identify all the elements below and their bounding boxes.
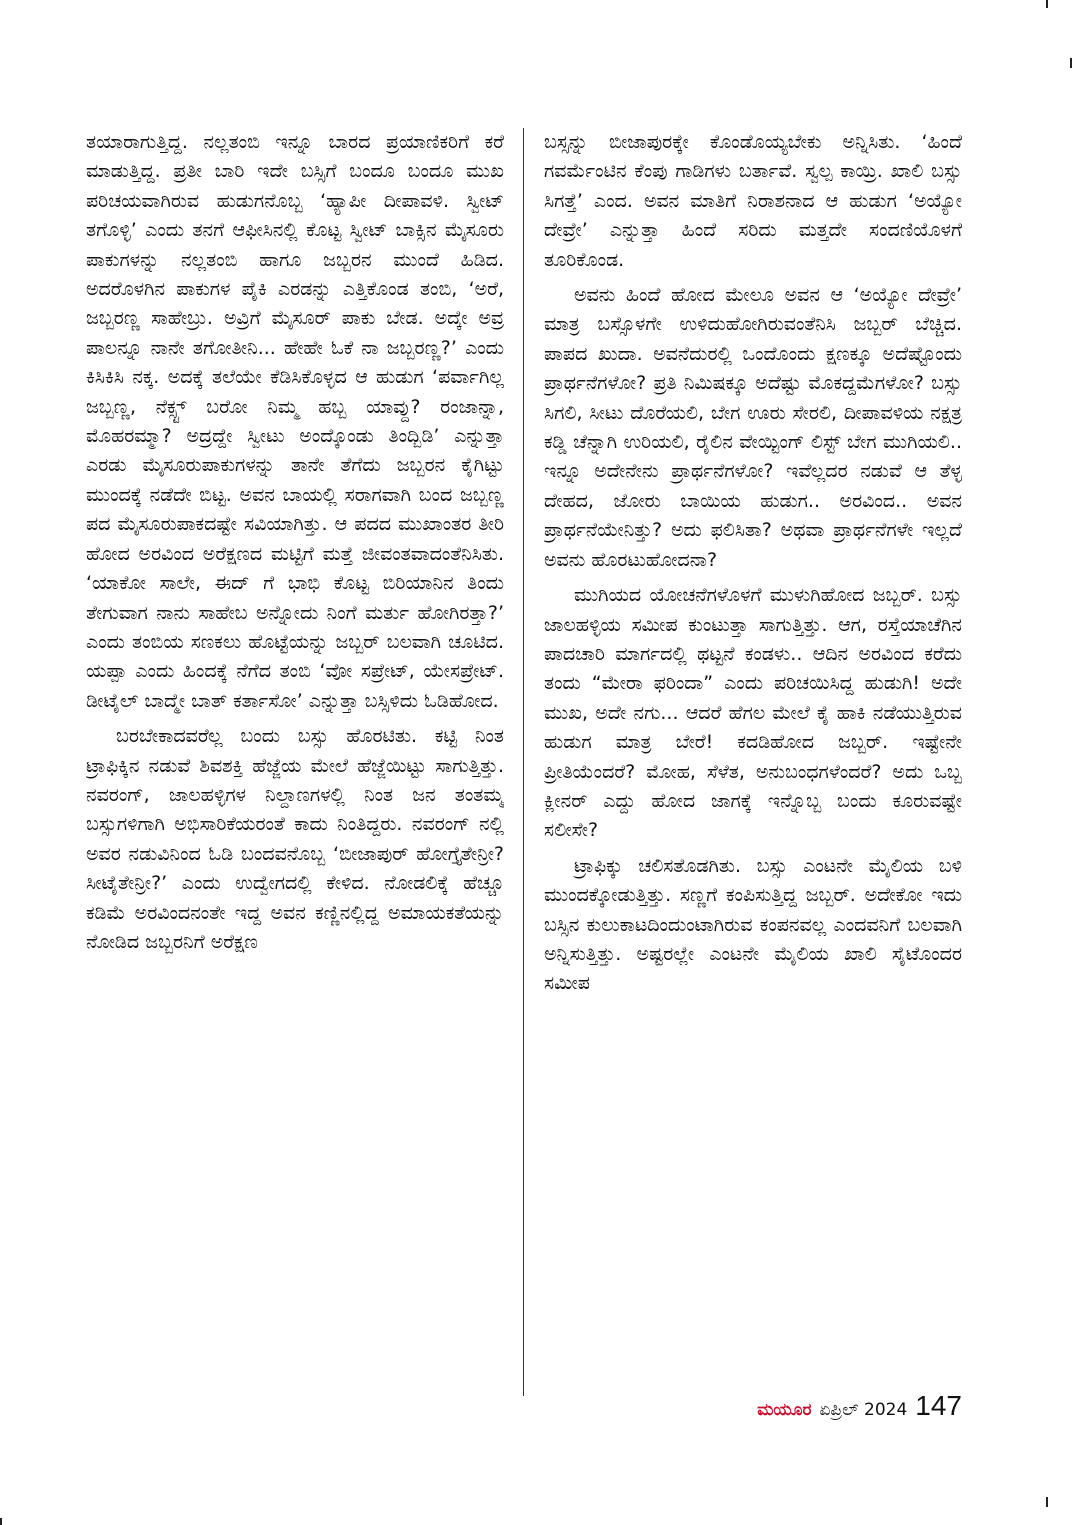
paragraph: ಅವನು ಹಿಂದೆ ಹೋದ ಮೇಲೂ ಅವನ ಆ ‘ಅಯ್ಯೋ ದೇವ್ರೇ’ ಮಾತ್ರ ಬಸ್ಸೊಳಗೇ ಉಳಿದುಹೋಗಿರುವಂತೆನಿಸಿ ಜಬ್ಬರ್ ಬೆಚ್ಚಿದ. ಪಾಪದ ಖುದಾ. ಅವನೆದುರಲ್ಲಿ ಒಂದೊಂದು ಕ್ಷಣಕ್ಕೂ ಅದೆಷ್ಟೊಂದು ಪ್ರಾರ್ಥನೆಗಳೋ? ಪ್ರತಿ ನಿಮಿಷಕ್ಕೂ ಅದೆಷ್ಟು ಮೊಕದ್ದಮೆಗಳೋ? ಬಸ್ಸು ಸಿಗಲಿ, ಸೀಟು ದೊರೆಯಲಿ, ಬೇಗ ಊರು ಸೇರಲಿ, ದೀಪಾವಳಿಯ ನಕ್ಷತ್ರ ಕಡ್ಡಿ ಚೆನ್ನಾಗಿ ಉರಿಯಲಿ, ರೈಲಿನ ವೇಯ್ಟಿಂಗ್ ಲಿಸ್ಟ್ ಬೇಗ ಮುಗಿಯಲಿ.. ಇನ್ನೂ ಅದೇನೇನು ಪ್ರಾರ್ಥನೆಗಳೋ? ಇವೆಲ್ಲದರ ನಡುವೆ ಆ ತೆಳ್ಳ ದೇಹದ, ಜೋರು ಬಾಯಿಯ ಹುಡುಗ.. ಅರವಿಂದ.. ಅವನ ಪ್ರಾರ್ಥನೆಯೇನಿತ್ತು? ಅದು ಫಲಿಸಿತಾ? ಅಥವಾ ಪ್ರಾರ್ಥನೆಗಳೇ ಇಲ್ಲದೆ ಅವನು ಹೊರಟುಹೋದನಾ? — [544, 284, 962, 571]
column-divider — [523, 128, 524, 1396]
page-number: 147 — [915, 1390, 962, 1421]
paragraph: ಟ್ರಾಫಿಕ್ಕು ಚಲಿಸತೊಡಗಿತು. ಬಸ್ಸು ಎಂಟನೇ ಮೈಲಿಯ ಬಳಿ ಮುಂದಕ್ಕೋಡುತ್ತಿತ್ತು. ಸಣ್ಣಗೆ ಕಂಪಿಸುತ್ತಿದ್ದ ಜಬ್ಬರ್. ಅದೇಕೋ ಇದು ಬಸ್ಸಿನ ಕುಲುಕಾಟದಿಂದುಂಟಾಗಿರುವ ಕಂಪನವಲ್ಲ ಎಂದವನಿಗೆ ಬಲವಾಗಿ ಅನ್ನಿಸುತ್ತಿತ್ತು. ಅಷ್ಟರಲ್ಲೇ ಎಂಟನೇ ಮೈಲಿಯ ಖಾಲಿ ಸೈಟೊಂದರ ಸಮೀಪ — [544, 854, 962, 995]
paragraph: ಬರಬೇಕಾದವರೆಲ್ಲ ಬಂದು ಬಸ್ಸು ಹೊರಟಿತು. ಕಟ್ಟಿ ನಿಂತ ಟ್ರಾಫಿಕ್ಕಿನ ನಡುವೆ ಶಿವಶಕ್ತಿ ಹೆಜ್ಜೆಯ ಮೇಲೆ ಹೆಜ್ಜೆಯಿಟ್ಟು ಸಾಗುತ್ತಿತ್ತು. ನವರಂಗ್, ಜಾಲಹಳ್ಳಿಗಳ ನಿಲ್ದಾಣಗಳಲ್ಲಿ ನಿಂತ ಜನ ತಂತಮ್ಮ ಬಸ್ಸುಗಳಿಗಾಗಿ ಅಭಿಸಾರಿಕೆಯರಂತೆ ಕಾದು ನಿಂತಿದ್ದರು. ನವರಂಗ್ ನಲ್ಲಿ ಅವರ ನಡುವಿನಿಂದ ಓಡಿ ಬಂದವನೊಬ್ಬ ‘ಬೀಜಾಪುರ್ ಹೋಗ್ತೈತೇನ್ರೀ? ಸೀಟೈತೇನ್ರೀ?’ ಎಂದು ಉದ್ವೇಗದಲ್ಲಿ ಕೇಳಿದ. ನೋಡಲಿಕ್ಕೆ ಹೆಚ್ಚೂ ಕಡಿಮೆ ಅರವಿಂದನಂತೇ ಇದ್ದ ಅವನ ಕಣ್ಣಿನಲ್ಲಿದ್ದ ಅಮಾಯಕತೆಯನ್ನು ನೋಡಿದ ಜಬ್ಬರನಿಗೆ ಅರೆಕ್ಷಣ — [86, 725, 504, 953]
paragraph: ಬಸ್ಸನ್ನು ಬೀಜಾಪುರಕ್ಕೇ ಕೊಂಡೊಯ್ಯಬೇಕು ಅನ್ನಿಸಿತು. ‘ಹಿಂದೆ ಗವರ್ಮೆಂಟಿನ ಕೆಂಪು ಗಾಡಿಗಳು ಬರ್ತಾವೆ. ಸ್ವಲ್ಪ ಕಾಯ್ರಿ. ಖಾಲಿ ಬಸ್ಸು ಸಿಗತ್ತೆ’ ಎಂದ. ಅವನ ಮಾತಿಗೆ ನಿರಾಶನಾದ ಆ ಹುಡುಗ ‘ಅಯ್ಯೋ ದೇವ್ರೇ’ ಎನ್ನುತ್ತಾ ಹಿಂದೆ ಸರಿದು ಮತ್ತದೇ ಸಂದಣಿಯೊಳಗೆ ತೂರಿಕೊಂಡ. — [544, 131, 962, 271]
crop-mark-bottom-left — [0, 1518, 2, 1525]
crop-mark-bottom-right — [1046, 1497, 1048, 1507]
crop-mark-top-right — [1046, 0, 1048, 8]
paragraph: ಮುಗಿಯದ ಯೋಚನೆಗಳೊಳಗೆ ಮುಳುಗಿಹೋದ ಜಬ್ಬರ್. ಬಸ್ಸು ಜಾಲಹಳ್ಳಿಯ ಸಮೀಪ ಕುಂಟುತ್ತಾ ಸಾಗುತ್ತಿತ್ತು. ಆಗ, ರಸ್ತೆಯಾಚೆಗಿನ ಪಾದಚಾರಿ ಮಾರ್ಗದಲ್ಲಿ ಥಟ್ಟನೆ ಕಂಡಳು.. ಆದಿನ ಅರವಿಂದ ಕರೆದು ತಂದು “ಮೇರಾ ಫರಿಂದಾ” ಎಂದು ಪರಿಚಯಿಸಿದ್ದ ಹುಡುಗಿ! ಅದೇ ಮುಖ, ಅದೇ ನಗು... ಆದರೆ ಹೆಗಲ ಮೇಲೆ ಕೈ ಹಾಕಿ ನಡೆಯುತ್ತಿರುವ ಹುಡುಗ ಮಾತ್ರ ಬೇರೆ! ಕದಡಿಹೋದ ಜಬ್ಬರ್. ಇಷ್ಟೇನೇ ಪ್ರೀತಿಯೆಂದರೆ? ಮೋಹ, ಸೆಳೆತ, ಅನುಬಂಧಗಳೆಂದರೆ? ಅದು ಒಬ್ಬ ಕ್ಲೀನರ್ ಎದ್ದು ಹೋದ ಜಾಗಕ್ಕೆ ಇನ್ನೊಬ್ಬ ಬಂದು ಕೂರುವಷ್ಟೇ ಸಲೀಸೇ? — [544, 584, 962, 842]
magazine-brand-logo: ಮಯೂರ — [757, 1400, 812, 1420]
issue-date: ಏಪ್ರಿಲ್ 2024 — [819, 1400, 908, 1420]
paragraph: ತಯಾರಾಗುತ್ತಿದ್ದ. ನಲ್ಲತಂಬಿ ಇನ್ನೂ ಬಾರದ ಪ್ರಯಾಣಿಕರಿಗೆ ಕರೆ ಮಾಡುತ್ತಿದ್ದ. ಪ್ರತೀ ಬಾರಿ ಇದೇ ಬಸ್ಸಿಗೆ ಬಂದೂ ಬಂದೂ ಮುಖ ಪರಿಚಯವಾಗಿರುವ ಹುಡುಗನೊಬ್ಬ ‘ಹ್ಯಾಪೀ ದೀಪಾವಳಿ. ಸ್ವೀಟ್ ತಗೊಳ್ಳಿ’ ಎಂದು ತನಗೆ ಆಫೀಸಿನಲ್ಲಿ ಕೊಟ್ಟ ಸ್ವೀಟ್ ಬಾಕ್ಸಿನ ಮೈಸೂರು ಪಾಕುಗಳನ್ನು ನಲ್ಲತಂಬಿ ಹಾಗೂ ಜಬ್ಬರನ ಮುಂದೆ ಹಿಡಿದ. ಅದರೊಳಗಿನ ಪಾಕುಗಳ ಪೈಕಿ ಎರಡನ್ನು ಎತ್ತಿಕೊಂಡ ತಂಬಿ, ‘ಅರೆ, ಜಬ್ಬರಣ್ಣ ಸಾಹೇಬ್ರು. ಅವ್ರಿಗೆ ಮೈಸೂರ್ ಪಾಕು ಬೇಡ. ಅದ್ಕೇ ಅವ್ರ ಪಾಲನ್ನೂ ನಾನೇ ತಗೋತೀನಿ... ಹೇಹೇ ಓಕೆ ನಾ ಜಬ್ಬರಣ್ಣ?’ ಎಂದು ಕಿಸಿಕಿಸಿ ನಕ್ಕ. ಅದಕ್ಕೆ ತಲೆಯೇ ಕೆಡಿಸಿಕೊಳ್ಳದ ಆ ಹುಡುಗ ‘ಪರ್ವಾಗಿಲ್ಲ ಜಬ್ಬಣ್ಣ, ನೆಕ್ಸ್ಟ್ ಬರೋ ನಿಮ್ಮ ಹಬ್ಬ ಯಾವ್ದು? ರಂಜಾನ್ನಾ, ಮೊಹರಮ್ಮಾ? ಅದ್ರದ್ದೇ ಸ್ವೀಟು ಅಂದ್ಕೊಂಡು ತಿಂದ್ಬಿಡಿ’ ಎನ್ನುತ್ತಾ ಎರಡು ಮೈಸೂರುಪಾಕುಗಳನ್ನು ತಾನೇ ತೆಗೆದು ಜಬ್ಬರನ ಕೈಗಿಟ್ಟು ಮುಂದಕ್ಕೆ ನಡೆದೇ ಬಿಟ್ಟ. ಅವನ ಬಾಯಲ್ಲಿ ಸರಾಗವಾಗಿ ಬಂದ ಜಬ್ಬಣ್ಣ ಪದ ಮೈಸೂರುಪಾಕದಷ್ಟೇ ಸವಿಯಾಗಿತ್ತು. ಆ ಪದದ ಮುಖಾಂತರ ತೀರಿ ಹೋದ ಅರವಿಂದ ಅರೆಕ್ಷಣದ ಮಟ್ಟಿಗೆ ಮತ್ತೆ ಜೀವಂತವಾದಂತೆನಿಸಿತು. ‘ಯಾಕೋ ಸಾಲೇ, ಈದ್ ಗೆ ಭಾಭಿ ಕೊಟ್ಟ ಬಿರಿಯಾನಿನ ತಿಂದು ತೇಗುವಾಗ ನಾನು ಸಾಹೇಬ ಅನ್ನೋದು ನಿಂಗೆ ಮರ್ತು ಹೋಗಿರತ್ತಾ?’ ಎಂದು ತಂಬಿಯ ಸಣಕಲು ಹೊಟ್ಟೆಯನ್ನು ಜಬ್ಬರ್ ಬಲವಾಗಿ ಚೂಟಿದ. ಯಪ್ಪಾ ಎಂದು ಹಿಂದಕ್ಕೆ ನೆಗೆದ ತಂಬಿ ‘ವೋ ಸಪ್ರೇಟ್, ಯೇಸಪ್ರೇಟ್. ಡೀಟೈಲ್ ಬಾದ್ಮೇ ಬಾತ್ ಕರ್ತಾಸೋ’ ಎನ್ನುತ್ತಾ ಬಸ್ಸಿಳಿದು ಓಡಿಹೋದ. — [86, 131, 504, 712]
left-column — [86, 128, 504, 1396]
page-footer — [757, 1390, 962, 1422]
article-body — [86, 128, 962, 1396]
right-column — [544, 128, 962, 1396]
